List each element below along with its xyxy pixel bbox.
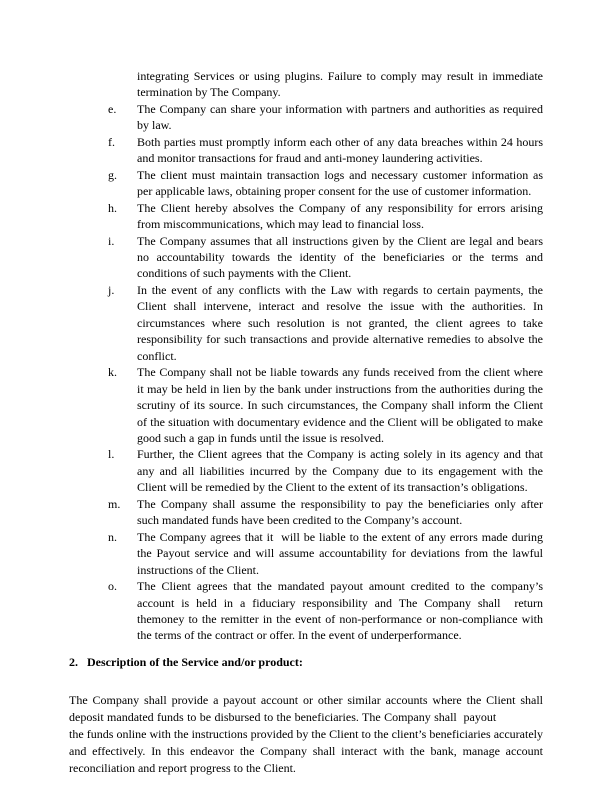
list-item-text: The Company agrees that it will be liable to the extent of any errors made during the Payout service and will assume accountability for deviations from the lawful instructions of the Client. [137,529,543,577]
list-item-marker: o. [108,579,117,594]
list-item-marker: i. [108,233,115,248]
list-item-o [108,578,543,644]
list-item-m [108,496,543,529]
list-item-text: The Company shall assume the responsibility to pay the beneficiaries only after such mandated funds have been credited to the Company’s account. [137,496,543,528]
list-item-continuation [108,68,543,101]
list-item-marker: g. [108,167,117,182]
list-item-marker: n. [108,529,117,544]
section-heading-number: 2. [69,655,78,669]
body-paragraph: The Company shall provide a payout account or other similar accounts where the Client shall deposit mandated funds to be disbursed to the beneficiaries. The Company shall payout the funds online with the instructions provided by the Client to the client’s beneficiaries accurately and effectively. In this endeavor the Company shall interact with the bank, manage account reconciliation and report progress to the Client. [69,693,543,775]
list-item-n [108,529,543,578]
list-item-marker: m. [108,496,121,511]
list-item-marker: l. [108,447,115,462]
list-item-text: The Company can share your information with partners and authorities as required by law. [137,101,543,133]
list-item-g [108,167,543,200]
list-item-h [108,200,543,233]
list-item-f [108,134,543,167]
section-heading [69,654,543,670]
list-item-text: The Client agrees that the mandated payout amount credited to the company’s account is held in a fiduciary responsibility and The Company shall return themoney to the remitter in the event of non-performance or non-compliance with the terms of the contract or offer. In the event of underperformance. [137,579,543,643]
list-item-text: Further, the Client agrees that the Company is acting solely in its agency and that any and all liabilities incurred by the Company due to its engagement with the Client will be remedied by the Client to the extent of its transaction’s obligations. [137,447,543,495]
list-item-text: The Client hereby absolves the Company of any responsibility for errors arising from miscommunications, which may lead to financial loss. [137,200,543,232]
list-item-marker: k. [108,365,117,380]
list-item-marker: f. [108,134,115,149]
list-item-l [108,446,543,495]
list-item-text: integrating Services or using plugins. Failure to comply may result in immediate termination by The Company. [137,69,543,100]
list-item-j [108,282,543,364]
list-item-k [108,364,543,446]
list-item-e [108,101,543,134]
section-heading-title: Description of the Service and/or product: [87,655,303,669]
list-item-text: In the event of any conflicts with the Law with regards to certain payments, the Client shall intervene, interact and resolve the issue with the authorities. In circumstances where such resolution is not granted, the client agrees to take responsibility for such transactions and provide alternative remedies to absolve the conflict. [137,282,543,363]
list-item-marker: j. [108,282,115,297]
list-item-marker: e. [108,101,117,116]
list-item-i [108,233,543,282]
list-item-text: Both parties must promptly inform each other of any data breaches within 24 hours and monitor transactions for fraud and anti-money laundering activities. [137,134,543,166]
lettered-list [108,68,543,644]
list-item-text: The Company assumes that all instructions given by the Client are legal and bears no accountability towards the identity of the beneficiaries or the terms and conditions of such payments with the Client. [137,233,543,281]
list-item-text: The Company shall not be liable towards any funds received from the client where it may be held in lien by the bank under instructions from the authorities during the scrutiny of its source. In such circumstances, the Company shall inform the Client of the situation with documentary evidence and the Client will be obligated to make good such a gap in funds until the issue is resolved. [137,365,543,445]
list-item-marker: h. [108,200,117,215]
list-item-text: The client must maintain transaction logs and necessary customer information as per applicable laws, obtaining proper consent for the use of customer information. [137,167,543,199]
